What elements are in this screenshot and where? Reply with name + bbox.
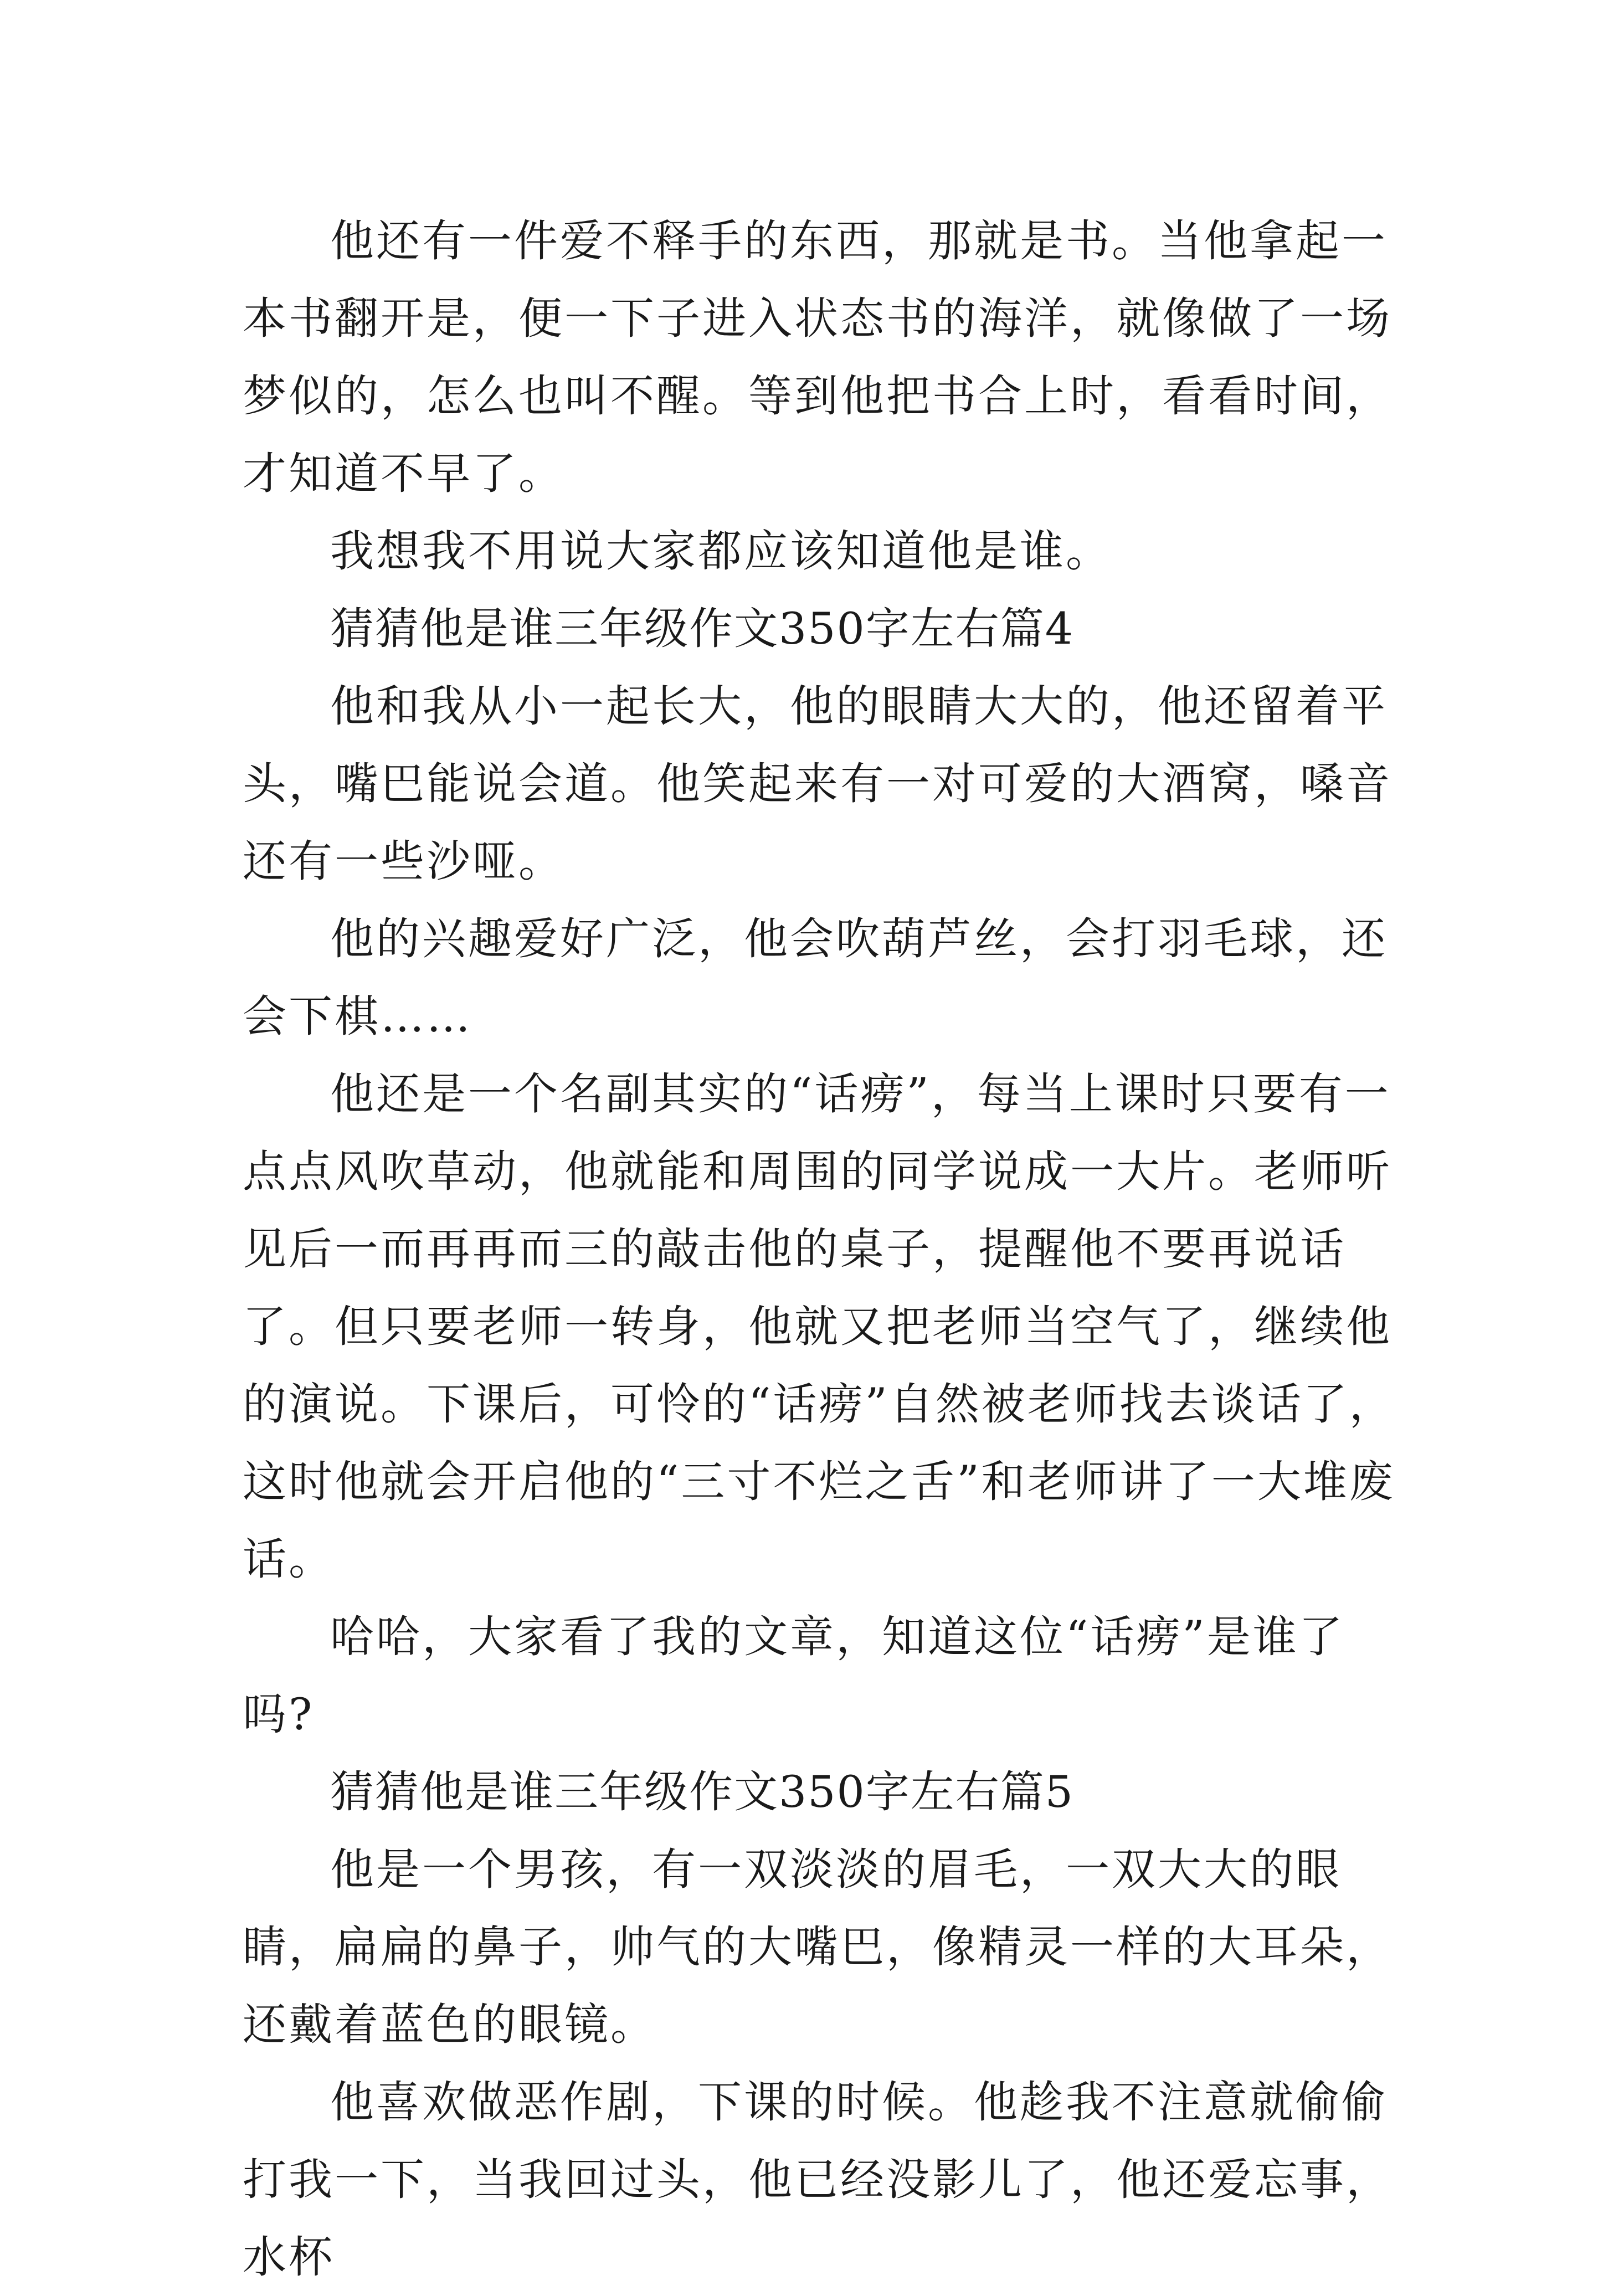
paragraph-7: 他是一个男孩，有一双淡淡的眉毛，一双大大的眼睛，扁扁的鼻子，帅气的大嘴巴，像精灵一样的大耳朵，还戴着蓝色的眼镜。 xyxy=(243,1844,1392,2050)
paragraph-8: 他喜欢做恶作剧，下课的时候。他趁我不注意就偷偷打我一下，当我回过头，他已经没影儿了，他还爱忘事，水杯 xyxy=(243,2077,1392,2283)
section-heading-5: 猜猜他是谁三年级作文350字左右篇5 xyxy=(330,1766,1075,1817)
paragraph-1: 他还有一件爱不释手的东西，那就是书。当他拿起一本书翻开是，便一下子进入状态书的海洋，就像做了一场梦似的，怎么也叫不醒。等到他把书合上时，看看时间，才知道不早了。 xyxy=(243,215,1392,499)
paragraph-6: 哈哈，大家看了我的文章，知道这位“话痨”是谁了吗? xyxy=(243,1611,1345,1740)
section-heading-4: 猜猜他是谁三年级作文350字左右篇4 xyxy=(330,603,1075,654)
paragraph-4: 他的兴趣爱好广泛，他会吹葫芦丝，会打羽毛球，还会下棋…… xyxy=(243,913,1388,1042)
paragraph-5: 他还是一个名副其实的“话痨”，每当上课时只要有一点点风吹草动，他就能和周围的同学说成一大片。老师听见后一而再再而三的敲击他的桌子，提醒他不要再说话了。但只要老师一转身，他就又把老师当空气了，继续他的演说。下课后，可怜的“话痨”自然被老师找去谈话了，这时他就会开启他的“三寸不烂之舌”和老师讲了一大堆废话。 xyxy=(243,1069,1395,1585)
paragraph-3: 他和我从小一起长大，他的眼睛大大的，他还留着平头，嘴巴能说会道。他笑起来有一对可爱的大酒窝，嗓音还有一些沙哑。 xyxy=(243,681,1392,887)
paragraph-2: 我想我不用说大家都应该知道他是谁。 xyxy=(330,526,1112,577)
document-body xyxy=(243,202,1406,2296)
